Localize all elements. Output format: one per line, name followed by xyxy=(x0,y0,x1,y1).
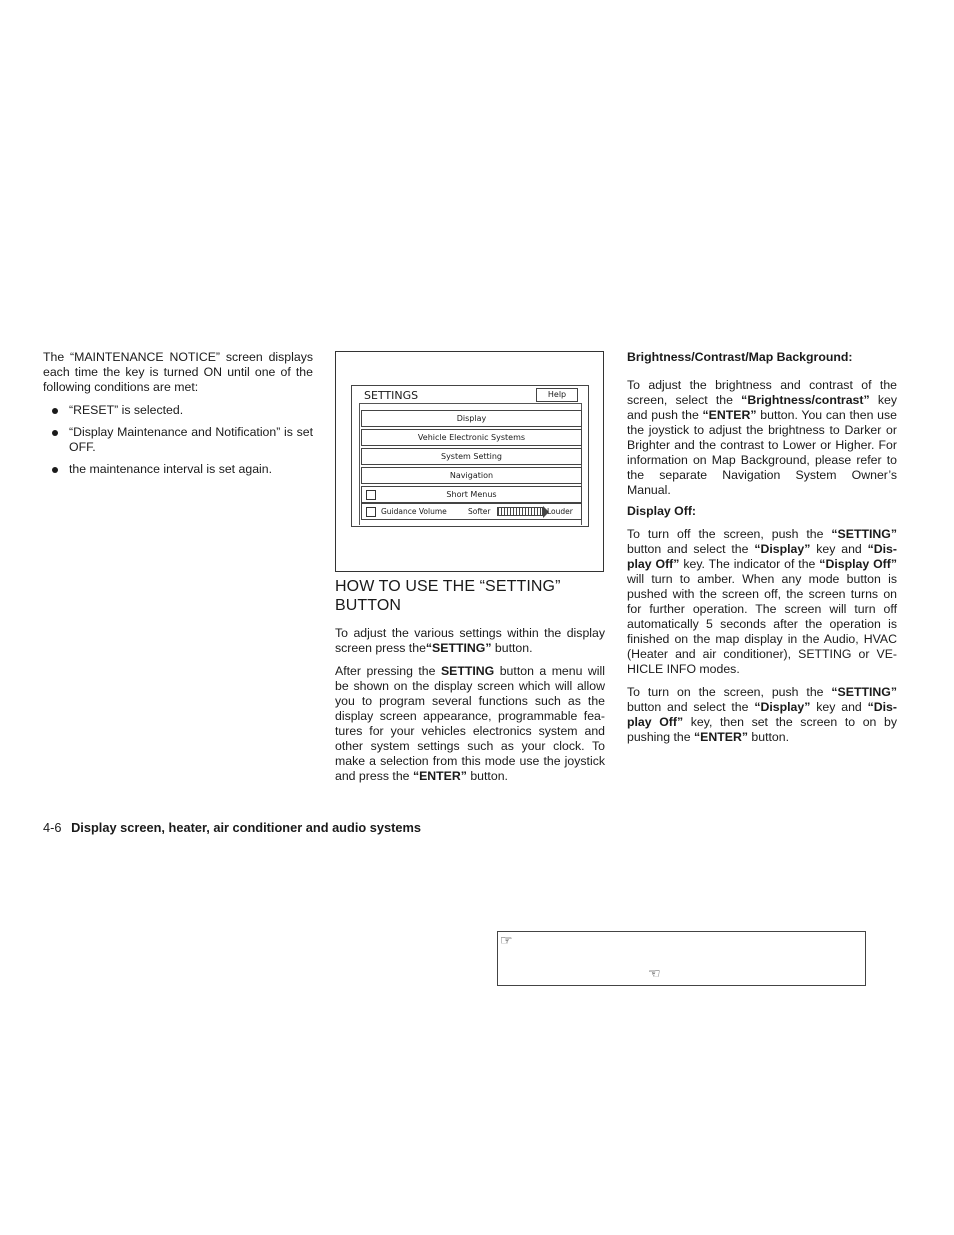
right-column xyxy=(627,350,897,753)
page-footer xyxy=(43,820,421,836)
menu-item-short-menus: Short Menus xyxy=(361,486,582,503)
pointing-hand-right-icon: ☞ xyxy=(500,932,513,948)
pointing-hand-left-icon: ☜ xyxy=(648,965,661,981)
menu-item-system-setting: System Setting xyxy=(361,448,582,465)
bullet-icon xyxy=(52,408,58,414)
softer-label: Softer xyxy=(468,507,491,516)
paragraph: After pressing the SETTING button a menu will be shown on the display screen which will allow you to program several functions such as the display screen appearance, programmable fea-tures for your vehicles electronics system and other system settings such as your clock. To make a selection from this mode use the joystick and press the “ENTER” button. xyxy=(335,664,605,783)
settings-screen xyxy=(351,385,589,527)
reference-box xyxy=(497,931,866,986)
paragraph: To adjust the brightness and contrast of the screen, select the “Brightness/contrast” key and push the “ENTER” button. You can then use the joystick to adjust the brightness to Darker or Brighter and the contrast to Lower or Higher. For information on Map Background, please refer to the separate Navigation System Owner’s Manual. xyxy=(627,378,897,497)
subheading-display-off: Display Off: xyxy=(627,504,697,518)
left-column xyxy=(43,350,313,484)
louder-label: Louder xyxy=(547,507,573,516)
screen-title: SETTINGS xyxy=(364,389,419,402)
intro-paragraph: The “MAINTENANCE NOTICE” screen displays each time the key is turned ON until one of the following conditions are met: xyxy=(43,350,313,394)
condition-list xyxy=(43,403,313,477)
bullet-icon xyxy=(52,467,58,473)
subheading-brightness: Brightness/Contrast/Map Background: xyxy=(627,350,853,364)
checkbox-icon xyxy=(366,507,376,517)
menu-item-display: Display xyxy=(361,410,582,427)
list-item: the maintenance interval is set again. xyxy=(43,462,313,477)
list-item: “Display Maintenance and Notification” is set OFF. xyxy=(43,425,313,455)
help-button: Help xyxy=(536,388,578,402)
guidance-volume-label: Guidance Volume xyxy=(381,507,447,516)
paragraph: To adjust the various settings within the display screen press the“SETTING” button. xyxy=(335,626,605,655)
page-number: 4-6 xyxy=(43,820,62,835)
volume-slider-bar xyxy=(497,507,543,516)
paragraph: To turn off the screen, push the “SETTING” button and select the “Display” key and “Dis-play Off” key. The indicator of the “Display Off” will turn to amber. When any mode button is pushed with the screen off, the screen turns on for further operation. The screen will turn off automatically 5 seconds after the operation is finished on the map display in the Audio, HVAC (Heater and air conditioner), SETTING or VE-HICLE INFO modes. xyxy=(627,527,897,676)
guidance-volume-row xyxy=(361,503,582,520)
section-heading: HOW TO USE THE “SETTING” BUTTON xyxy=(335,578,561,614)
menu-item-vehicle-electronic-systems: Vehicle Electronic Systems xyxy=(361,429,582,446)
chapter-title: Display screen, heater, air conditioner and audio systems xyxy=(71,820,421,835)
menu-item-navigation: Navigation xyxy=(361,467,582,484)
bullet-icon xyxy=(52,430,58,436)
checkbox-icon xyxy=(366,490,376,500)
paragraph: To turn on the screen, push the “SETTING” button and select the “Display” key and “Dis-play Off” key, then set the screen to on by pushing the “ENTER” button. xyxy=(627,685,897,744)
middle-column xyxy=(335,577,605,792)
settings-screen-figure xyxy=(335,351,604,572)
settings-menu xyxy=(361,410,582,505)
list-item: “RESET” is selected. xyxy=(43,403,313,418)
